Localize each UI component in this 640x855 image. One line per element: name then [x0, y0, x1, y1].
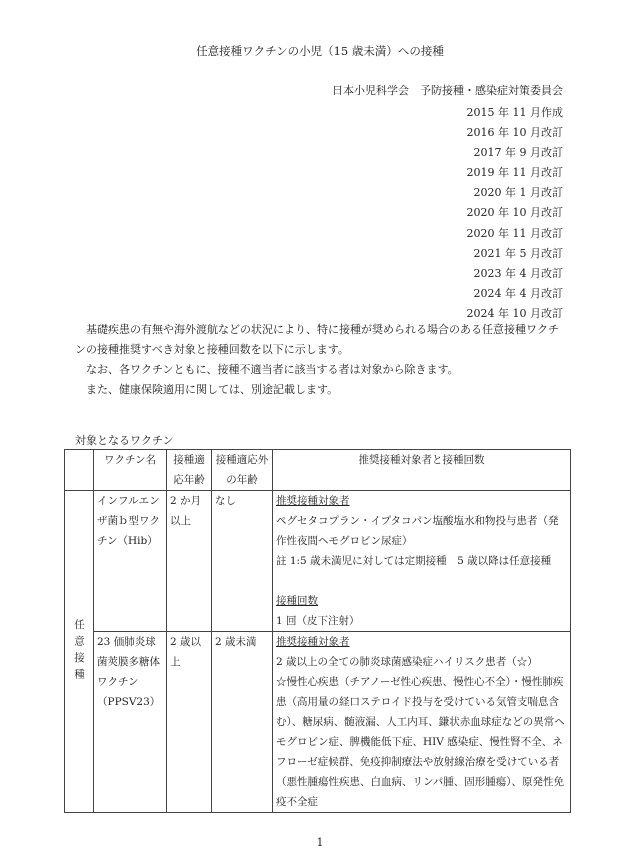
vaccine-name-cell: インフルエンザ菌ｂ型ワクチン（Hib） [94, 491, 167, 632]
revision-entry: 2020 年 10 月改訂 [466, 206, 563, 220]
header-cell-blank [65, 450, 94, 491]
revision-entry: 2021 年 5 月改訂 [473, 246, 563, 260]
organization-name: 日本小児科学会 予防接種・感染症対策委員会 [332, 84, 563, 97]
table-row [65, 632, 571, 813]
page-number: 1 [316, 836, 324, 849]
table-caption: 対象となるワクチン [75, 434, 174, 447]
category-cell: 任意接種 [65, 491, 94, 813]
revision-history [467, 103, 563, 324]
revision-entry: 2024 年 10 月改訂 [466, 306, 563, 320]
target-label: 推奨接種対象者 [276, 636, 350, 648]
footnote-text: 註 1:5 歳未満児に対しては定期接種 5 歳以降は任意接種 [276, 555, 552, 567]
revision-entry: 2017 年 9 月改訂 [473, 146, 563, 160]
revision-entry: 2019 年 11 月改訂 [466, 166, 563, 180]
intro-paragraph: また、健康保険適用に関しては、別途記載します。 [86, 383, 339, 396]
target-text: 2 歳以上の全ての肺炎球菌感染症ハイリスク患者（☆） [276, 656, 538, 668]
target-label: 推奨接種対象者 [276, 495, 350, 507]
intro-paragraph: 基礎疾患の有無や海外渡航などの状況により、特に接種が奨められる場合のある任意接種ワクチンの接種推奨すべき対象と接種回数を以下に示します。 [75, 323, 559, 356]
header-recommended-targets: 推奨接種対象者と接種回数 [273, 450, 571, 491]
intro-paragraph: なお、各ワクチンともに、接種不適当者に該当する者は対象から除きます。 [86, 363, 459, 376]
table-header-row [65, 450, 571, 491]
revision-entry: 2020 年 11 月改訂 [466, 226, 563, 240]
revision-entry: 2020 年 1 月改訂 [473, 186, 563, 200]
recommendation-cell [273, 632, 571, 813]
eligible-age-cell: 2 歳以上 [167, 632, 212, 813]
vaccine-name-cell: 23 価肺炎球菌莢膜多糖体ワクチン（PPSV23） [94, 632, 167, 813]
intro-text [75, 320, 569, 400]
count-label: 接種回数 [276, 595, 318, 607]
table-row [65, 491, 571, 632]
count-text: 1 回（皮下注射） [276, 615, 360, 627]
recommendation-cell [273, 491, 571, 632]
document-title: 任意接種ワクチンの小児（15 歳未満）への接種 [196, 44, 444, 58]
revision-entry: 2016 年 10 月改訂 [466, 126, 563, 140]
header-eligible-age: 接種適応年齢 [167, 450, 212, 491]
condition-detail-text: ☆慢性心疾患（チアノーゼ性心疾患、慢性心不全）・慢性肺疾患（高用量の経口ステロイド投与を受けている気管支喘息含む）、糖尿病、髄液漏、人工内耳、鎌状赤血球症などの異常ヘモグロビン症、脾機能低下症、HIV 感染症、慢性腎不全、ネフローゼ症候群、免疫抑制療法や放射線治療を受けている者（悪性腫瘍性疾患、白血病、リンパ腫、固形腫瘍）、原発性免疫不全症 [276, 676, 565, 808]
ineligible-age-cell: なし [212, 491, 273, 632]
header-ineligible-age: 接種適応外の年齢 [212, 450, 273, 491]
header-vaccine-name: ワクチン名 [94, 450, 167, 491]
revision-entry: 2015 年 11 月作成 [466, 106, 563, 119]
ineligible-age-cell: 2 歳未満 [212, 632, 273, 813]
revision-entry: 2024 年 4 月改訂 [473, 286, 563, 300]
vaccine-table [64, 449, 571, 813]
target-text: ペグセタコプラン・イプタコパン塩酸塩水和物投与患者（発作性夜間ヘモグロビン尿症） [276, 515, 559, 547]
revision-entry: 2023 年 4 月改訂 [473, 266, 563, 280]
eligible-age-cell: 2 か月以上 [167, 491, 212, 632]
